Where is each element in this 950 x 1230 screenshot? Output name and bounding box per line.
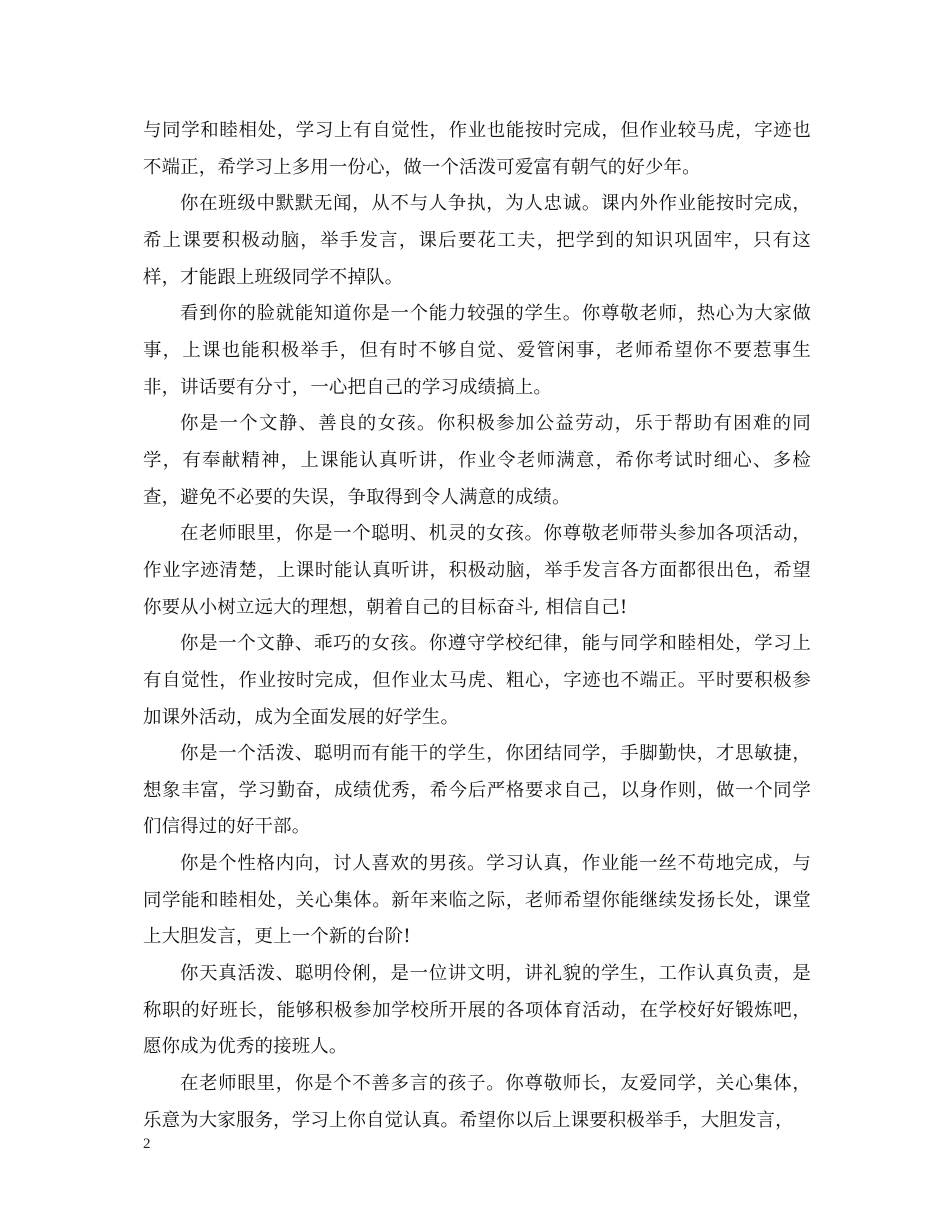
paragraph: 你是个性格内向，讨人喜欢的男孩。学习认真，作业能一丝不苟地完成，与同学能和睦相处，关心集体。新年来临之际，老师希望你能继续发扬长处，课堂上大胆发言，更上一个新的台阶!: [143, 853, 811, 948]
paragraph: 在老师眼里，你是个不善多言的孩子。你尊敬师长，友爱同学，关心集体，乐意为大家服务，学习上你自觉认真。希望你以后上课要积极举手，大胆发言，: [143, 1073, 811, 1131]
paragraph: 看到你的脸就能知道你是一个能力较强的学生。你尊敬老师，热心为大家做事，上课也能积极举手，但有时不够自觉、爱管闲事，老师希望你不要惹事生非，讲话要有分寸，一心把自己的学习成绩搞上。: [143, 303, 811, 398]
paragraph: 你在班级中默默无闻，从不与人争执，为人忠诚。课内外作业能按时完成，希上课要积极动脑，举手发言，课后要花工夫，把学到的知识巩固牢，只有这样，才能跟上班级同学不掉队。: [143, 193, 811, 288]
paragraph: 与同学和睦相处，学习上有自觉性，作业也能按时完成，但作业较马虎，字迹也不端正，希学习上多用一份心，做一个活泼可爱富有朝气的好少年。: [143, 120, 811, 178]
paragraph: 你是一个文静、善良的女孩。你积极参加公益劳动，乐于帮助有困难的同学，有奉献精神，上课能认真听讲，作业令老师满意，希你考试时细心、多检查，避免不必要的失误，争取得到令人满意的成绩。: [143, 413, 811, 508]
page-number: 2: [143, 1136, 151, 1152]
paragraph: 你是一个活泼、聪明而有能干的学生，你团结同学，手脚勤快，才思敏捷，想象丰富，学习勤奋，成绩优秀，希今后严格要求自己，以身作则，做一个同学们信得过的好干部。: [143, 743, 811, 838]
paragraph: 在老师眼里，你是一个聪明、机灵的女孩。你尊敬老师带头参加各项活动，作业字迹清楚，上课时能认真听讲，积极动脑，举手发言各方面都很出色，希望你要从小树立远大的理想，朝着自己的目标奋斗, 相信自己!: [143, 523, 811, 618]
body-text: [143, 113, 811, 1139]
paragraph: 你是一个文静、乖巧的女孩。你遵守学校纪律，能与同学和睦相处，学习上有自觉性，作业按时完成，但作业太马虎、粗心，字迹也不端正。平时要积极参加课外活动，成为全面发展的好学生。: [143, 633, 811, 728]
paragraph: 你天真活泼、聪明伶俐，是一位讲文明，讲礼貌的学生，工作认真负责，是称职的好班长，能够积极参加学校所开展的各项体育活动，在学校好好锻炼吧，愿你成为优秀的接班人。: [143, 963, 811, 1058]
